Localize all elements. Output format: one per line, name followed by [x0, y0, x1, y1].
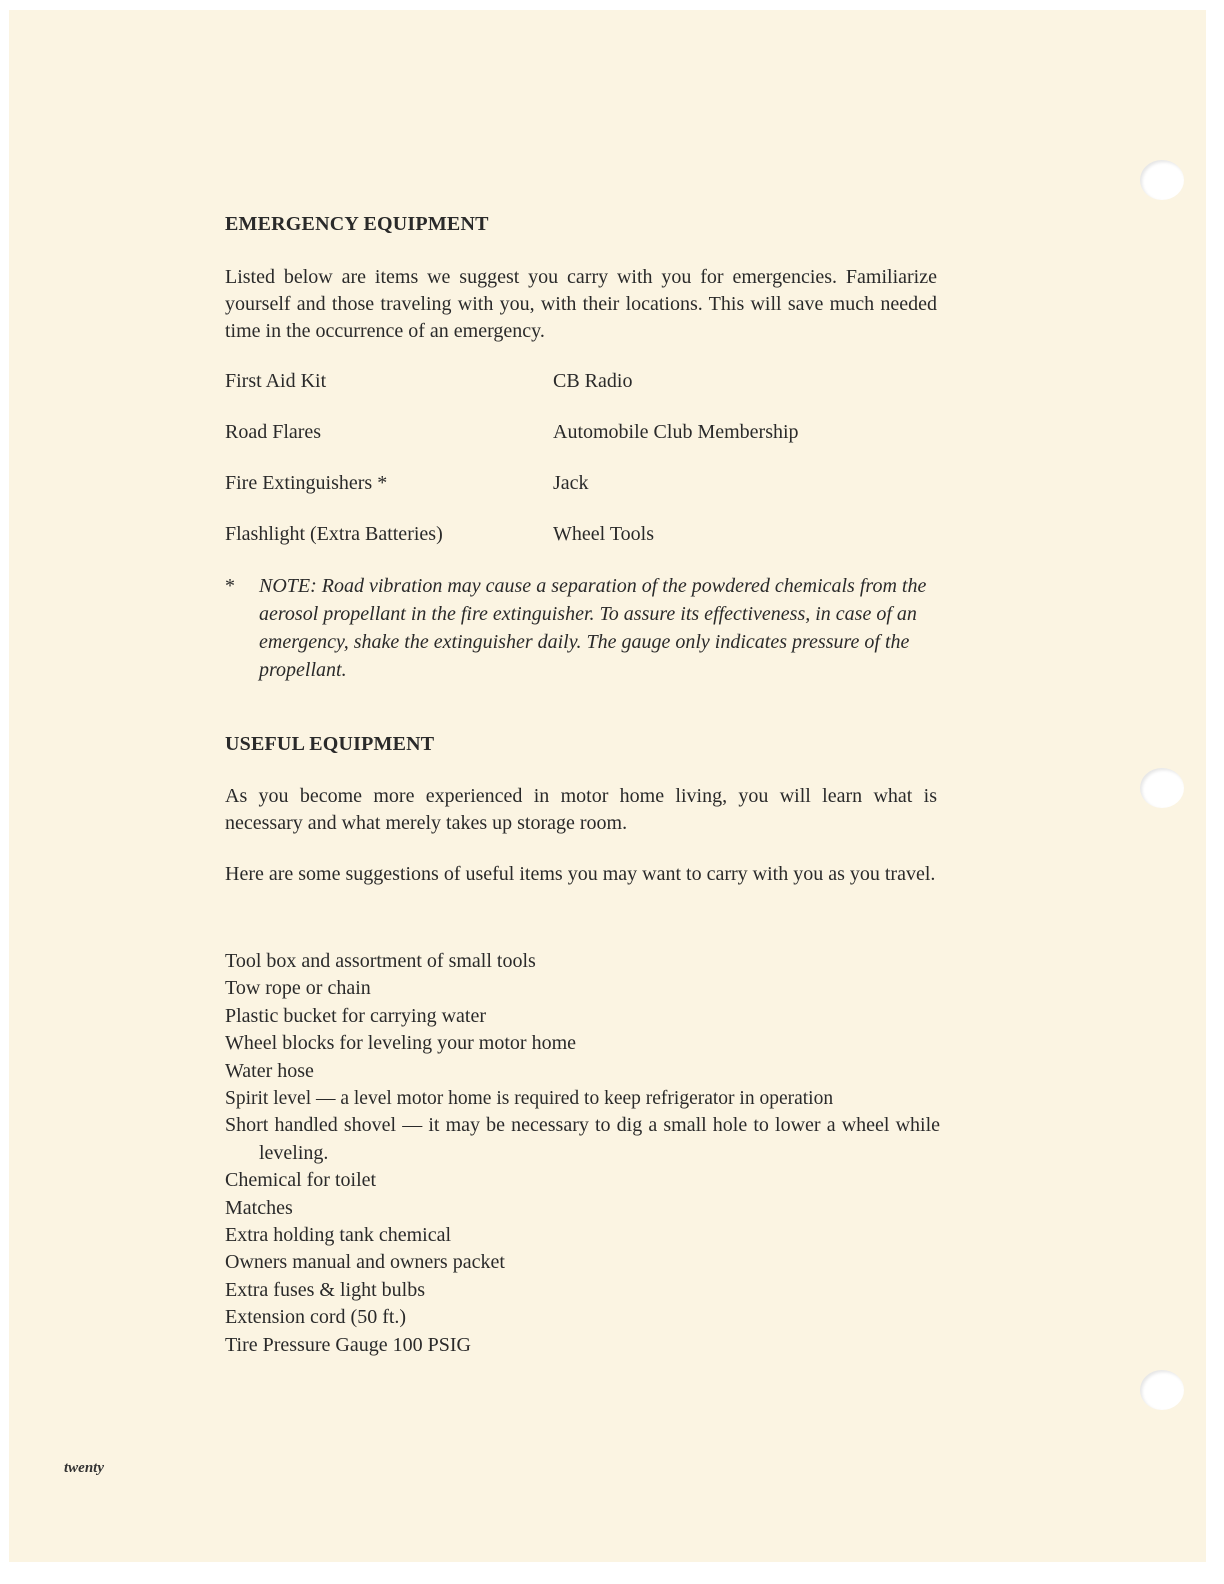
list-item: Short handled shovel — it may be necessary to dig a small hole to lower a wheel while leveling.	[225, 1114, 940, 1164]
list-item: Chemical for toilet	[225, 1169, 377, 1192]
list-item: Tire Pressure Gauge 100 PSIG	[225, 1333, 471, 1356]
emergency-item: Jack	[553, 472, 589, 494]
emergency-item: First Aid Kit	[225, 370, 327, 392]
list-item: Wheel blocks for leveling your motor home	[225, 1032, 577, 1055]
punch-hole-middle	[1140, 768, 1184, 808]
list-item: Matches	[225, 1196, 293, 1219]
emergency-item: Road Flares	[225, 421, 322, 443]
list-item: Extra fuses & light bulbs	[225, 1278, 425, 1301]
useful-items-list	[225, 948, 940, 1359]
punch-hole-bottom	[1140, 1370, 1184, 1410]
list-item: Extension cord (50 ft.)	[225, 1306, 407, 1329]
useful-heading: USEFUL EQUIPMENT	[225, 733, 435, 755]
list-item: Water hose	[225, 1059, 314, 1082]
emergency-intro: Listed below are items we suggest you carry with you for emergencies. Familiarize yourself and those traveling with you, with their locations. This will save much needed time in the occurrence of an emergency.	[225, 266, 937, 342]
list-item: Tow rope or chain	[225, 977, 371, 1000]
list-item: Owners manual and owners packet	[225, 1251, 505, 1274]
emergency-item: CB Radio	[553, 370, 633, 392]
emergency-heading: EMERGENCY EQUIPMENT	[225, 213, 489, 235]
list-item: Spirit level — a level motor home is required to keep refrigerator in operation	[225, 1088, 834, 1110]
emergency-item: Fire Extinguishers *	[225, 472, 388, 494]
useful-intro-1: As you become more experienced in motor home living, you will learn what is necessary and what merely takes up storage room.	[225, 785, 937, 834]
list-item: Tool box and assortment of small tools	[225, 950, 536, 972]
list-item: Plastic bucket for carrying water	[225, 1004, 487, 1027]
extinguisher-note	[225, 572, 937, 684]
list-item: Extra holding tank chemical	[225, 1224, 452, 1247]
note-text: NOTE: Road vibration may cause a separation of the powdered chemicals from the aerosol propellant in the fire extinguisher. To assure its effectiveness, in case of an emergency, shake the extinguisher daily. The gauge only indicates pressure of the propellant.	[259, 575, 927, 681]
punch-hole-top	[1140, 160, 1184, 200]
emergency-item: Flashlight (Extra Batteries)	[225, 523, 443, 545]
document-page	[9, 10, 1206, 1562]
emergency-item: Wheel Tools	[553, 523, 654, 545]
page-number: twenty	[64, 1460, 104, 1476]
note-asterisk: *	[225, 575, 235, 597]
useful-intro-2: Here are some suggestions of useful items you may want to carry with you as you travel.	[225, 863, 936, 885]
emergency-item: Automobile Club Membership	[553, 421, 799, 443]
